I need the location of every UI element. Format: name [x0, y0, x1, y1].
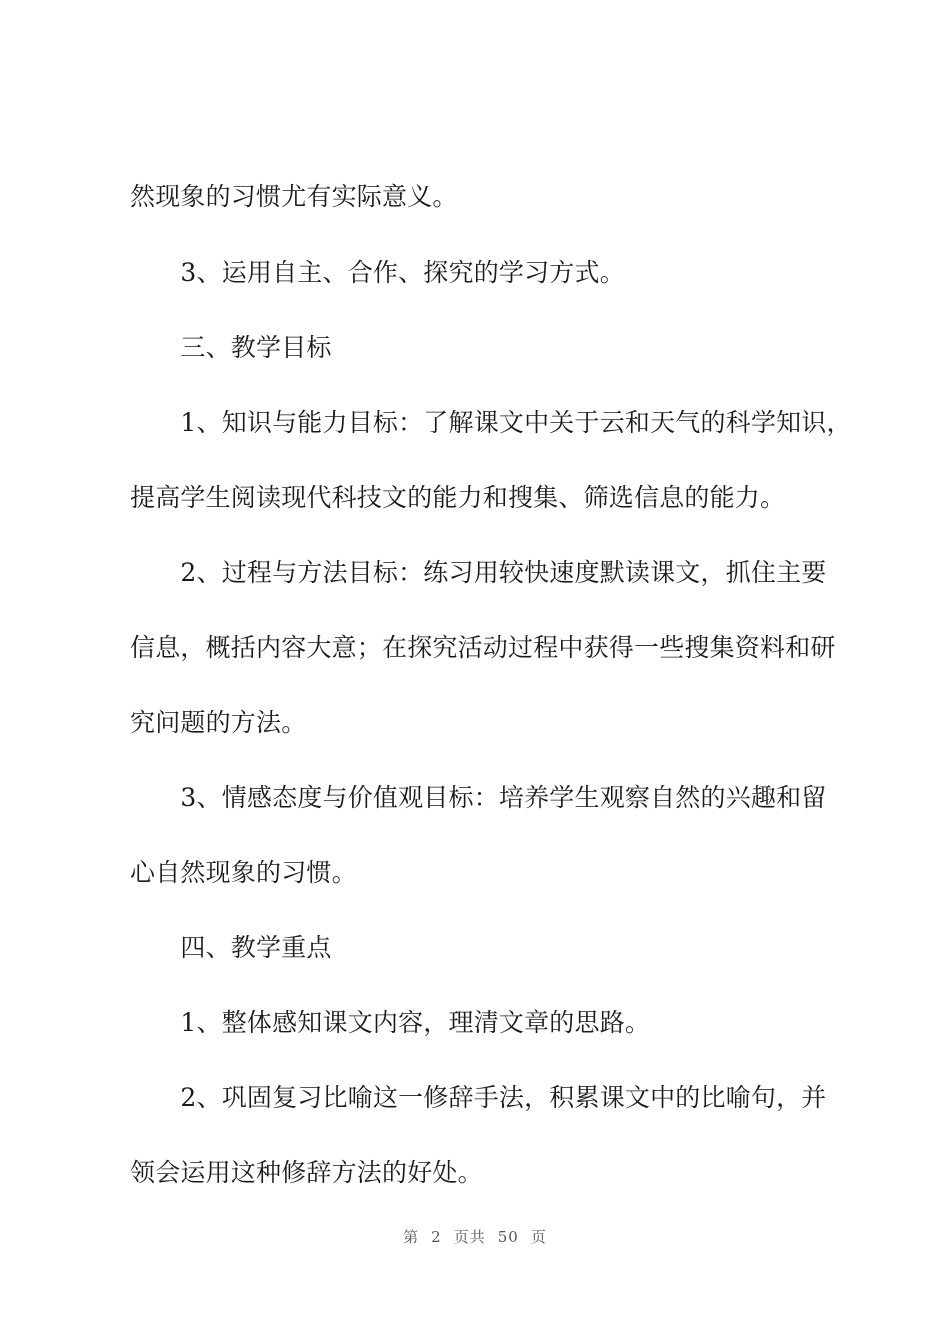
section-heading: 四、教学重点 — [130, 933, 332, 962]
text-line: 领会运用这种修辞方法的好处。 — [130, 1158, 483, 1187]
footer-suffix: 页 — [530, 1228, 547, 1246]
text-line: 1、整体感知课文内容，理清文章的思路。 — [130, 1008, 651, 1037]
text-line: 提高学生阅读现代科技文的能力和搜集、筛选信息的能力。 — [130, 483, 786, 512]
footer-current-page: 2 — [431, 1228, 442, 1246]
text-line: 2、过程与方法目标：练习用较快速度默读课文，抓住主要 — [130, 558, 827, 587]
text-line: 1、知识与能力目标：了解课文中关于云和天气的科学知识， — [130, 408, 852, 437]
footer-prefix: 第 — [403, 1228, 420, 1246]
text-line: 2、巩固复习比喻这一修辞手法，积累课文中的比喻句，并 — [130, 1083, 827, 1112]
text-line: 3、情感态度与价值观目标：培养学生观察自然的兴趣和留 — [130, 783, 827, 812]
text-line: 然现象的习惯尤有实际意义。 — [130, 182, 458, 211]
text-line: 究问题的方法。 — [130, 708, 307, 737]
footer-total-pages: 50 — [497, 1228, 519, 1246]
text-line: 信息，概括内容大意；在探究活动过程中获得一些搜集资料和研 — [130, 633, 836, 662]
text-line: 心自然现象的习惯。 — [130, 858, 357, 887]
page-footer — [0, 1226, 950, 1247]
text-line: 3、运用自主、合作、探究的学习方式。 — [130, 258, 625, 287]
footer-middle: 页共 — [453, 1228, 486, 1246]
section-heading: 三、教学目标 — [130, 333, 332, 362]
